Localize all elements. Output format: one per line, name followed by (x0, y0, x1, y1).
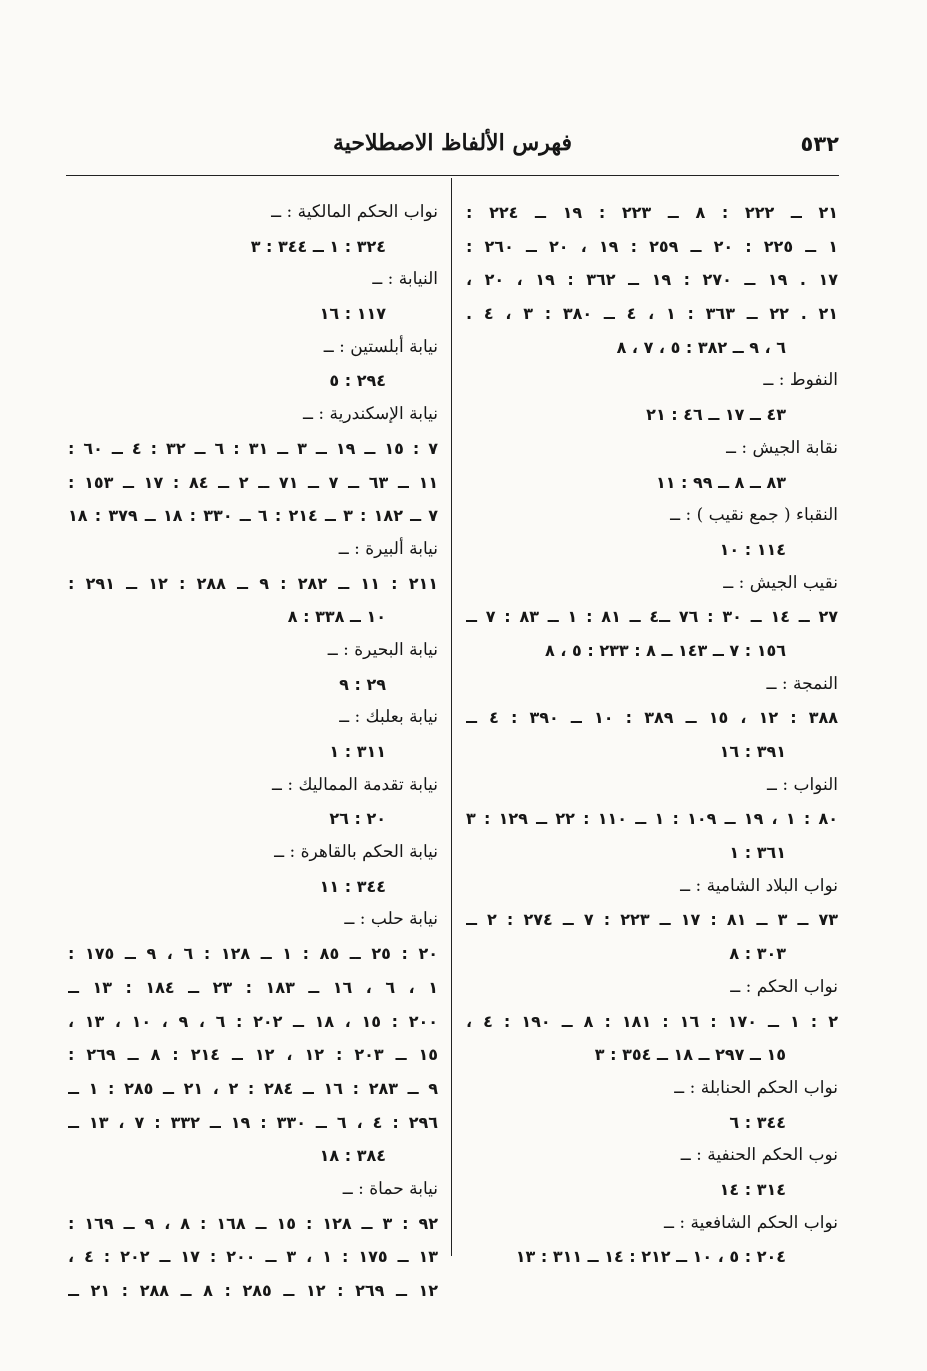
index-term: نيابة الإسكندرية : ــ (303, 404, 438, 425)
page-references: ٨٠ : ١ ، ١٩ ــ ١٠٩ : ١ ــ ١١٠ : ٢٢ ــ ١٢٩ : ٣ (466, 809, 838, 829)
index-term: نيابة بعلبك : ــ (339, 707, 438, 728)
page-references: ٢١ ــ ٢٢٢ : ٨ ــ ٢٢٣ : ١٩ ــ ٢٢٤ : (466, 203, 838, 222)
page-references: ٢٠٠ : ١٥ ، ١٨ ــ ٢٠٢ : ٦ ، ٩ ، ١٠ ، ١٣ ، (68, 1011, 438, 1031)
header-rule (66, 175, 839, 176)
index-term: نقابة الجيش : ــ (726, 437, 838, 458)
index-term: نواب البلاد الشامية : ــ (680, 875, 838, 896)
index-term: نيابة ألبيرة : ــ (338, 538, 438, 559)
page-references: ١١٧ : ١٦ (319, 304, 386, 324)
page-number: ٥٣٢ (800, 132, 839, 156)
index-term: النيابة : ــ (372, 269, 438, 290)
index-term: نيابة حلب : ــ (344, 909, 438, 930)
page-references: ٧ ــ ١٨٢ : ٣ ــ ٢١٤ : ٦ ــ ٣٣٠ : ١٨ ــ ٣٧٩ : ١٨ (68, 506, 438, 526)
index-term: نوب الحكم الحنفية : ــ (680, 1145, 838, 1166)
index-term: نيابة أبلستين : ــ (323, 336, 438, 357)
column-divider (451, 178, 452, 1256)
index-term: نواب الحكم : ــ (730, 976, 838, 997)
index-column-left (68, 196, 438, 1308)
page-references: ١٧ . ١٩ ــ ٢٧٠ : ١٩ ــ ٣٦٢ : ١٩ ، ٢٠ ، (466, 270, 838, 290)
index-term: نيابة حماة : ــ (342, 1178, 438, 1199)
index-column-right (466, 196, 838, 1274)
page-references: ٣٨٤ : ١٨ (319, 1146, 386, 1166)
index-term: النواب : ــ (766, 774, 838, 795)
page-references: ٣٤٤ : ١١ (319, 876, 386, 896)
index-term: النقباء ( جمع نقيب ) : ــ (670, 505, 838, 526)
page-references: ٢ : ١ ــ ١٧٠ : ١٦ : ١٨١ : ٨ ــ ١٩٠ : ٤ ، (466, 1011, 838, 1031)
page-references: ٢٠ : ٢٥ ــ ٨٥ : ١ ــ ١٢٨ : ٦ ، ٩ ــ ١٧٥ : (68, 944, 438, 964)
page-references: ١٥٦ : ٧ ــ ١٤٣ ــ ٨ : ٢٣٣ : ٥ ، ٨ (545, 640, 786, 660)
page-references: ٨٣ ــ ٨ ــ ٩٩ : ١١ (655, 472, 786, 492)
page-header (66, 128, 839, 164)
page-references: ١٢ ــ ٢٦٩ : ١٢ ــ ٢٨٥ : ٨ ــ ٢٨٨ : ٢١ ــ (68, 1281, 438, 1300)
page-references: ٢٠ : ٢٦ (329, 809, 386, 829)
page-references: ٣٨٨ : ١٢ ، ١٥ ــ ٣٨٩ : ١٠ ــ ٣٩٠ : ٤ ــ (466, 708, 838, 728)
page-references: ١١ ــ ٦٣ ــ ٧ ــ ٧١ ــ ٢ ــ ٨٤ : ١٧ ــ ١٥٣ : (68, 472, 438, 492)
page-references: ٣٤٤ : ٦ (729, 1112, 786, 1132)
page-references: ٣١١ : ١ (329, 742, 386, 761)
page-references: ١٥ ــ ٢٩٧ ــ ١٨ ــ ٣٥٤ : ٣ (594, 1045, 786, 1065)
page-references: ٣٦١ : ١ (729, 843, 786, 863)
page-references: ٢٩٦ : ٤ ، ٦ ــ ٣٣٠ : ١٩ ــ ٣٣٢ : ٧ ، ١٣ ــ (68, 1112, 438, 1132)
index-term: نواب الحكم المالكية : ــ (271, 202, 438, 222)
index-term: النفوط : ــ (763, 370, 838, 391)
page-references: ٣١٤ : ١٤ (719, 1179, 786, 1199)
page-references: ٣٩١ : ١٦ (719, 742, 786, 761)
page-references: ٧ : ١٥ ــ ١٩ ــ ٣ ــ ٣١ : ٦ ــ ٣٢ : ٤ ــ ٦٠ : (68, 438, 438, 458)
index-term: النمجة : ــ (766, 673, 838, 694)
page-references: ٣٢٤ : ١ ــ ٣٤٤ : ٣ (250, 236, 386, 256)
index-term: نقيب الجيش : ــ (723, 572, 838, 593)
page-references: ٩ ــ ٢٨٣ : ١٦ ــ ٢٨٤ : ٢ ، ٢١ ــ ٢٨٥ : ١ ــ (68, 1078, 438, 1098)
index-term: نيابة تقدمة المماليك : ــ (271, 774, 438, 795)
page-references: ١١٤ : ١٠ (719, 539, 786, 559)
page-references: ١٣ ــ ١٧٥ : ١ ، ٣ ــ ٢٠٠ : ١٧ ــ ٢٠٢ : ٤ ، (68, 1247, 438, 1267)
page-references: ١٠ ــ ٣٣٨ : ٨ (287, 607, 386, 627)
index-term: نيابة الحكم بالقاهرة : ــ (274, 842, 438, 863)
index-term: نواب الحكم الشافعية : ــ (664, 1212, 838, 1233)
page-references: ٢٧ ــ ١٤ ــ ٣٠ : ٧٦ ــ٤ ــ ٨١ : ١ ــ ٨٣ : ٧ ــ (466, 607, 838, 627)
page-references: ١ ، ٦ ، ١٦ ــ ١٨٣ : ٢٣ ــ ١٨٤ : ١٣ ــ (68, 977, 438, 997)
page-references: ٦ ، ٩ ــ ٣٨٢ : ٥ ، ٧ ، ٨ (616, 337, 786, 357)
page-references: ٢٩٤ : ٥ (329, 371, 386, 391)
index-term: نواب الحكم الحنابلة : ــ (674, 1077, 838, 1098)
page-references: ٢١١ : ١١ ــ ٢٨٢ : ٩ ــ ٢٨٨ : ١٢ ــ ٢٩١ : (68, 573, 438, 593)
page-references: ٤٣ ــ ١٧ ــ ٤٦ : ٢١ (646, 405, 786, 425)
page-references: ١٥ ــ ٢٠٣ : ١٢ ، ١٢ ــ ٢١٤ : ٨ ــ ٢٦٩ : (68, 1045, 438, 1065)
page-references: ٣٠٣ : ٨ (729, 944, 786, 964)
index-term: نيابة البحيرة : ــ (327, 639, 438, 660)
page-references: ٢٠٤ : ٥ ، ١٠ ــ ٢١٢ : ١٤ ــ ٣١١ : ١٣ (515, 1247, 786, 1267)
page-references: ٧٣ ــ ٣ ــ ٨١ : ١٧ ــ ٢٢٣ : ٧ ــ ٢٧٤ : ٢ ــ (466, 910, 838, 930)
page-references: ١ ــ ٢٢٥ : ٢٠ ــ ٢٥٩ : ١٩ ، ٢٠ ــ ٢٦٠ : (466, 236, 838, 256)
page-title: فهرس الألفاظ الاصطلاحية (332, 130, 573, 156)
page-references: ٩٢ : ٣ ــ ١٢٨ : ١٥ ــ ١٦٨ : ٨ ، ٩ ــ ١٦٩ : (68, 1213, 438, 1233)
page-references: ٢٩ : ٩ (339, 674, 386, 694)
page-references: ٢١ . ٢٢ ــ ٣٦٣ : ١ ، ٤ ــ ٣٨٠ : ٣ ، ٤ . (466, 304, 838, 324)
